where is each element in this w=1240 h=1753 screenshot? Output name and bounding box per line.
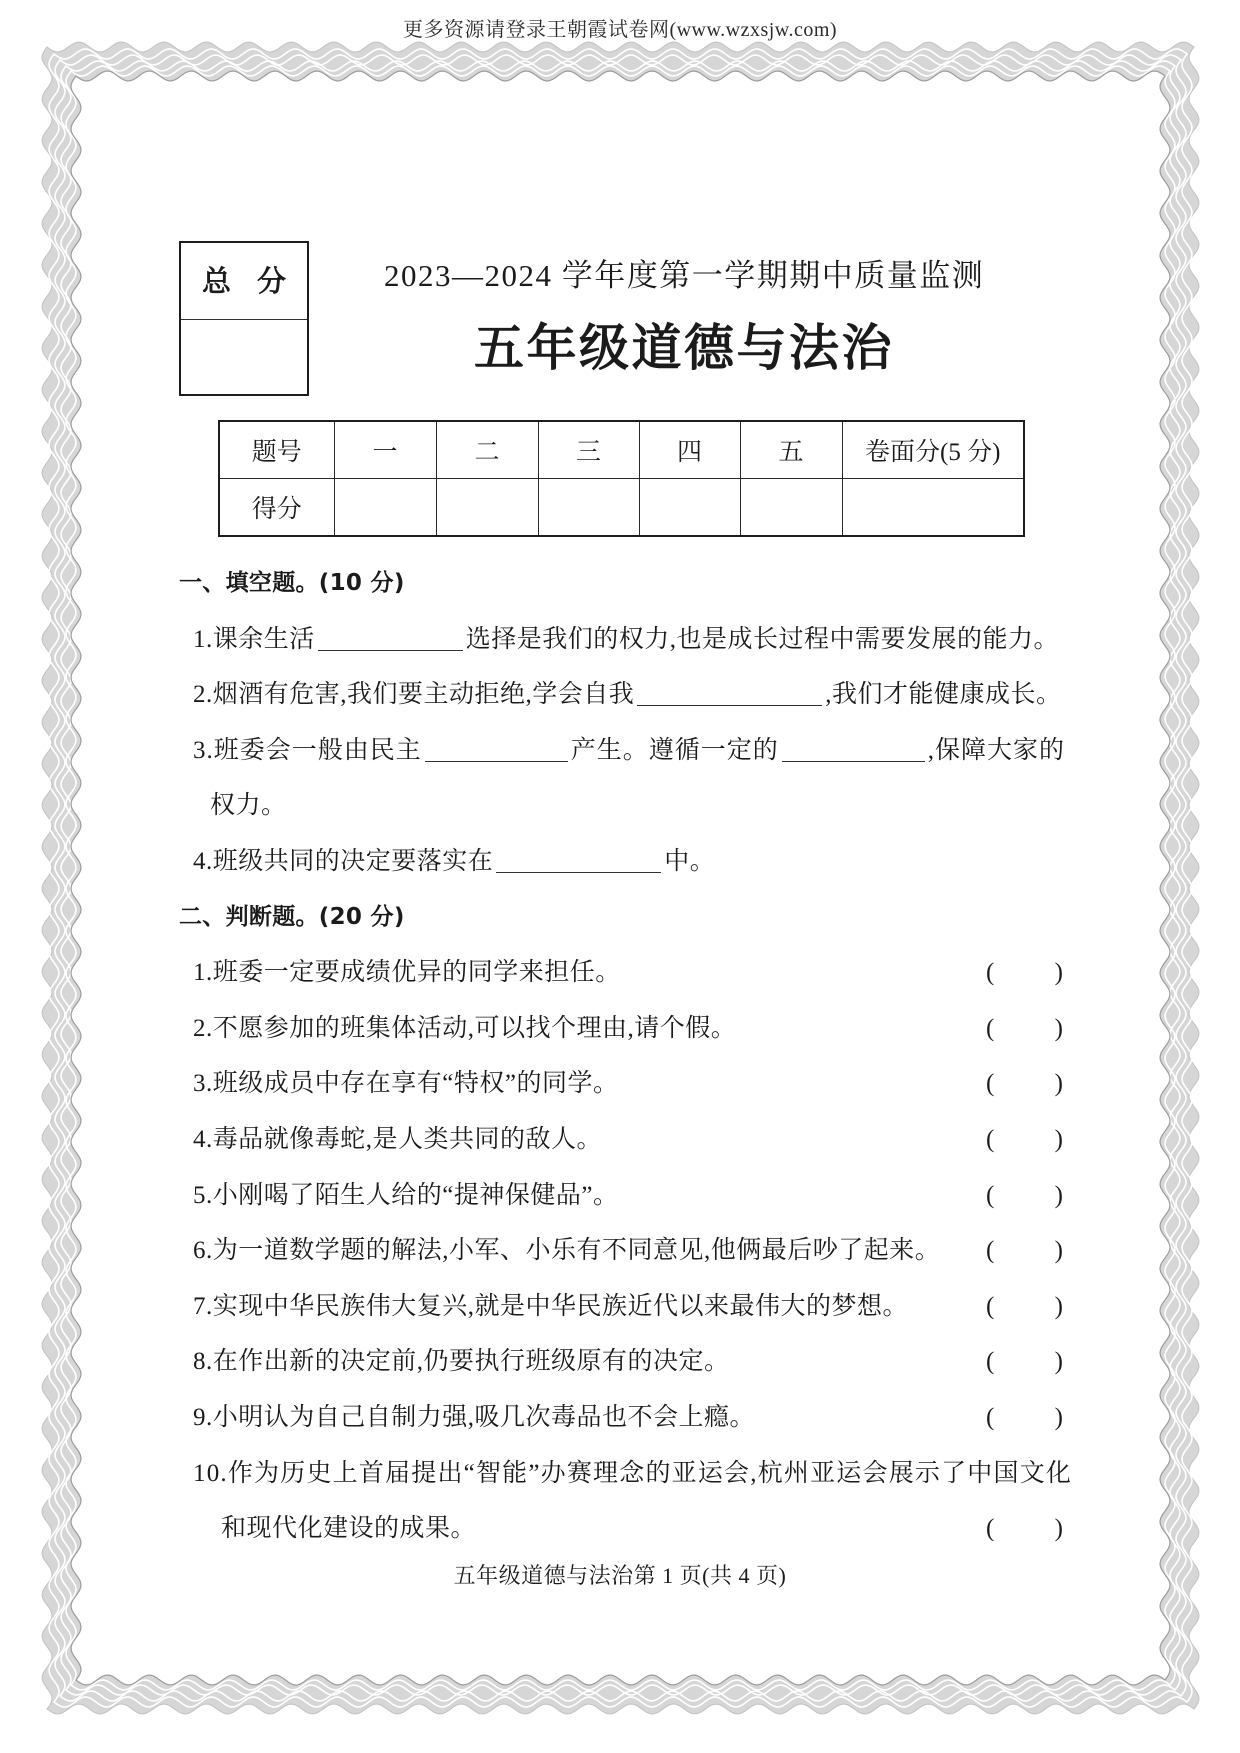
true-false-item xyxy=(179,1334,1063,1390)
score-cell xyxy=(842,479,1024,537)
true-false-item xyxy=(179,1390,1063,1446)
bracket-open: ( xyxy=(986,959,995,987)
true-false-item xyxy=(179,1168,1063,1224)
bracket-open: ( xyxy=(986,1070,995,1098)
question-content xyxy=(179,556,1073,1557)
bracket-close: ) xyxy=(1054,1348,1063,1376)
answer-bracket xyxy=(986,1168,1063,1224)
score-cell xyxy=(639,479,740,537)
total-score-label: 总 分 xyxy=(181,243,307,320)
item-text: 5.小刚喝了陌生人给的“提神保健品”。 xyxy=(193,1181,619,1209)
score-table-column-label: 二 xyxy=(436,421,538,479)
fill-in-item-continuation xyxy=(179,778,1063,834)
fill-in-item xyxy=(179,723,1066,779)
bracket-close: ) xyxy=(1054,1014,1063,1042)
true-false-item xyxy=(179,1001,1063,1057)
bracket-open: ( xyxy=(986,1237,995,1265)
exam-title: 五年级道德与法治 xyxy=(474,320,894,376)
score-table-column-label: 卷面分(5 分) xyxy=(842,421,1024,479)
answer-bracket xyxy=(986,945,1063,1001)
item-text: 2.不愿参加的班集体活动,可以找个理由,请个假。 xyxy=(193,1014,737,1042)
item-text: 3.班级成员中存在享有“特权”的同学。 xyxy=(193,1070,619,1098)
score-table-row-label: 得分 xyxy=(219,479,334,537)
true-false-item xyxy=(179,1446,1073,1502)
site-notice: 更多资源请登录王朝霞试卷网(www.wzxsjw.com) xyxy=(402,19,838,41)
answer-blank xyxy=(637,705,822,706)
total-score-box xyxy=(179,241,309,396)
bracket-open: ( xyxy=(986,1348,995,1376)
item-text: 产生。遵循一定的 xyxy=(570,736,779,764)
bracket-close: ) xyxy=(1054,1403,1063,1431)
answer-bracket xyxy=(986,1112,1063,1168)
page-footer: 五年级道德与法治第 1 页(共 4 页) xyxy=(453,1563,787,1588)
bracket-open: ( xyxy=(986,1292,995,1320)
bracket-open: ( xyxy=(986,1181,995,1209)
score-cell xyxy=(436,479,538,537)
bracket-close: ) xyxy=(1054,1515,1063,1543)
item-text: 6.为一道数学题的解法,小军、小乐有不同意见,他俩最后吵了起来。 xyxy=(193,1237,941,1265)
bracket-open: ( xyxy=(986,1403,995,1431)
item-text: ,我们才能健康成长。 xyxy=(825,681,1062,709)
bracket-close: ) xyxy=(1054,1237,1063,1265)
score-table-score-row xyxy=(219,479,1024,537)
bracket-open: ( xyxy=(986,1515,995,1543)
true-false-item xyxy=(179,1279,1063,1335)
item-text: 权力。 xyxy=(210,792,287,820)
answer-blank xyxy=(782,761,925,762)
item-text: 和现代化建设的成果。 xyxy=(221,1515,477,1543)
item-text: 8.在作出新的决定前,仍要执行班级原有的决定。 xyxy=(193,1348,730,1376)
item-text: 3.班委会一般由民主 xyxy=(193,736,422,764)
bracket-close: ) xyxy=(1054,959,1063,987)
fill-in-item xyxy=(179,834,1063,890)
fill-in-item xyxy=(179,667,1063,723)
item-text: ,保障大家的 xyxy=(927,736,1066,764)
answer-bracket xyxy=(986,1279,1063,1335)
item-text: 选择是我们的权力,也是成长过程中需要发展的能力。 xyxy=(465,625,1060,653)
score-table xyxy=(218,420,1025,537)
score-cell xyxy=(740,479,842,537)
score-table-column-label: 五 xyxy=(740,421,842,479)
score-table-column-label: 四 xyxy=(639,421,740,479)
item-text: 10.作为历史上首届提出“智能”办赛理念的亚运会,杭州亚运会展示了中国文化 xyxy=(193,1459,1073,1487)
item-text: 4.班级共同的决定要落实在 xyxy=(193,847,494,875)
true-false-item xyxy=(179,1056,1063,1112)
bracket-close: ) xyxy=(1054,1292,1063,1320)
section-heading-fill-in: 一、填空题。(10 分) xyxy=(179,570,405,596)
answer-bracket xyxy=(986,1501,1063,1557)
answer-bracket xyxy=(986,1223,1063,1279)
answer-blank xyxy=(318,650,463,651)
item-text: 7.实现中华民族伟大复兴,就是中华民族近代以来最伟大的梦想。 xyxy=(193,1292,909,1320)
bracket-open: ( xyxy=(986,1014,995,1042)
total-score-value-cell xyxy=(181,320,307,393)
item-text: 中。 xyxy=(664,847,716,875)
bracket-open: ( xyxy=(986,1125,995,1153)
answer-bracket xyxy=(986,1390,1063,1446)
bracket-close: ) xyxy=(1054,1125,1063,1153)
fill-in-item xyxy=(179,612,1063,668)
score-table-column-label: 三 xyxy=(538,421,639,479)
answer-blank xyxy=(425,761,568,762)
exam-subtitle: 2023—2024 学年度第一学期期中质量监测 xyxy=(384,258,985,293)
answer-blank xyxy=(496,872,661,873)
section-heading-true-false: 二、判断题。(20 分) xyxy=(179,903,405,930)
item-text: 9.小明认为自己自制力强,吸几次毒品也不会上瘾。 xyxy=(193,1403,756,1431)
bracket-close: ) xyxy=(1054,1181,1063,1209)
true-false-item xyxy=(179,1112,1063,1168)
true-false-item-continuation xyxy=(179,1501,1063,1557)
score-table-header-label: 题号 xyxy=(219,421,334,479)
item-text: 4.毒品就像毒蛇,是人类共同的敌人。 xyxy=(193,1125,603,1153)
true-false-item xyxy=(179,1223,1063,1279)
item-text: 2.烟酒有危害,我们要主动拒绝,学会自我 xyxy=(193,681,635,709)
bracket-close: ) xyxy=(1054,1070,1063,1098)
item-text: 1.班委一定要成绩优异的同学来担任。 xyxy=(193,959,621,987)
score-table-header-row xyxy=(219,421,1024,479)
score-cell xyxy=(538,479,639,537)
score-table-column-label: 一 xyxy=(334,421,436,479)
answer-bracket xyxy=(986,1001,1063,1057)
answer-bracket xyxy=(986,1334,1063,1390)
item-text: 1.课余生活 xyxy=(193,625,315,653)
score-cell xyxy=(334,479,436,537)
true-false-item xyxy=(179,945,1063,1001)
answer-bracket xyxy=(986,1056,1063,1112)
